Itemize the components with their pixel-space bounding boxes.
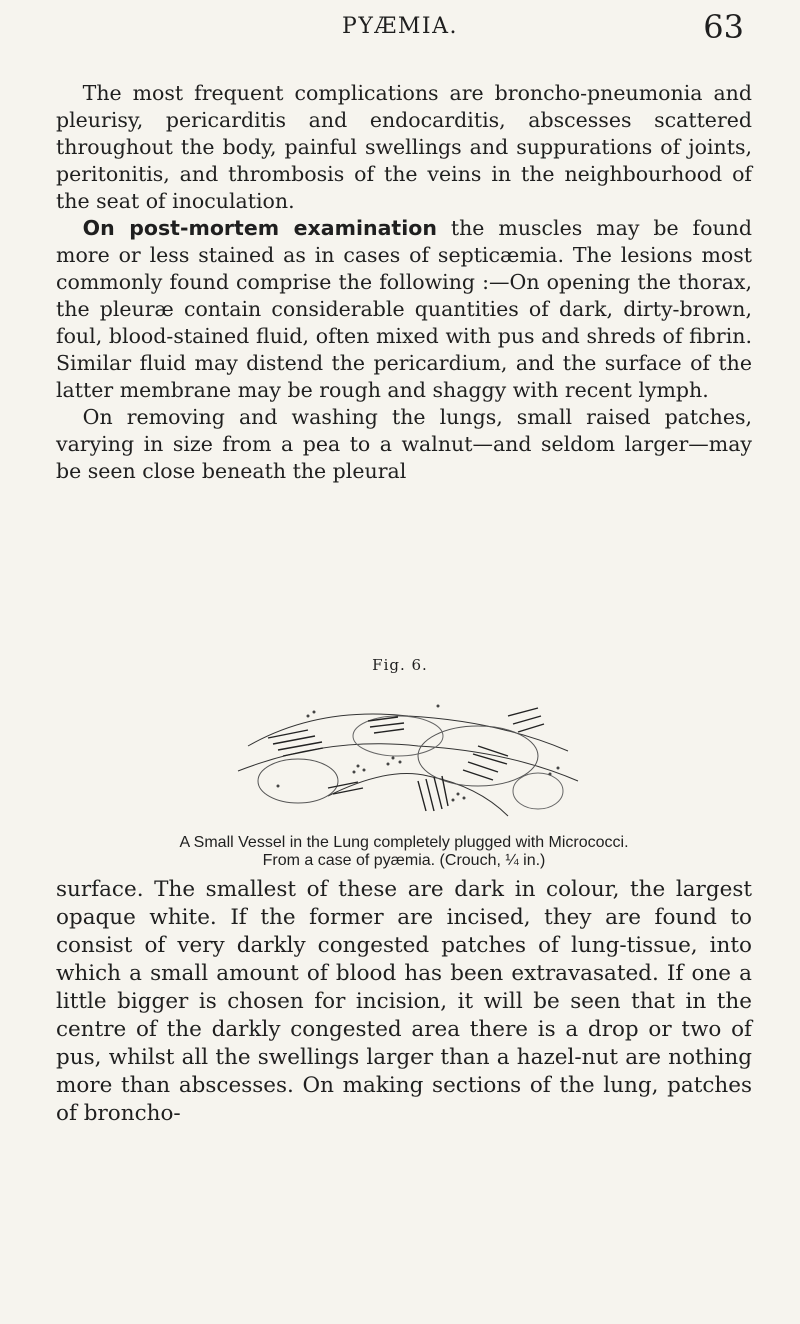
figure-caption-source: From a case of pyæmia. (Crouch, ¼ in.) xyxy=(262,852,546,869)
text-block-top xyxy=(56,80,752,485)
paragraph-surface: surface. The smallest of these are dark in colour, the largest opaque white. If the former are incised, they are found to consist of very darkly congested patches of lung-tissue, into which a small amount of blood has been extravasated. If one a little bigger is chosen for incision, it will be seen that in the centre of the darkly congested area there is a drop or two of pus, whilst all the swellings larger than a hazel-nut are nothing more than abscesses. On making sections of the lung, patches of broncho- xyxy=(56,877,752,1126)
paragraph-complications: The most frequent complications are broncho-pneumonia and pleurisy, pericarditis and endocarditis, abscesses scattered throughout the body, painful swellings and suppurations of joints, peritonitis, and thrombosis of the veins in the neighbourhood of the seat of inoculation. xyxy=(56,81,752,213)
figure-caption xyxy=(56,834,752,870)
paragraph-lungs: On removing and washing the lungs, small raised patches, varying in size from a pea to a walnut—and seldom larger—may be seen close beneath the pleural xyxy=(56,405,752,483)
figure-caption-title: A Small Vessel in the Lung completely plugged with Micrococci. xyxy=(179,834,629,851)
paragraph-post-mortem xyxy=(56,215,752,404)
micrococci-vessel-illustration xyxy=(178,676,638,836)
page-number: 63 xyxy=(703,8,744,46)
text-block-bottom xyxy=(56,876,752,1128)
figure-label: Fig. 6. xyxy=(372,656,428,674)
running-title: PYÆMIA. xyxy=(342,14,458,39)
post-mortem-lead: On post-mortem examination xyxy=(82,216,437,240)
post-mortem-text: the muscles may be found more or less stained as in cases of septicæmia. The lesions most commonly found comprise the following :—On opening the thorax, the pleuræ contain considerable quantities of dark, dirty-brown, foul, blood-stained fluid, often mixed with pus and shreds of fibrin. Similar fluid may distend the pericardium, and the surface of the latter membrane may be rough and shaggy with recent lymph. xyxy=(56,216,752,402)
